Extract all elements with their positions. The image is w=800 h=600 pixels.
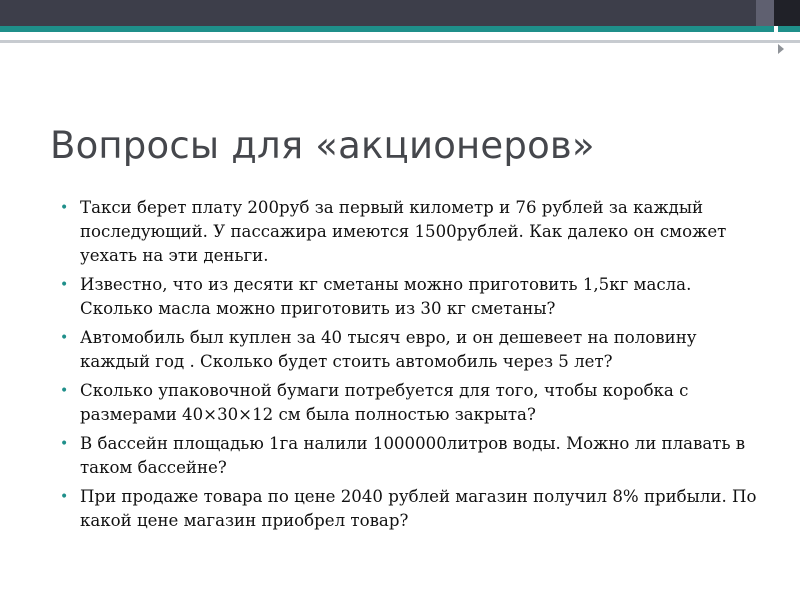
corner-accent-light bbox=[756, 0, 774, 26]
corner-accent bbox=[756, 0, 800, 32]
question-text: В бассейн площадью 1га налили 1000000литров воды. Можно ли плавать в таком бассейне? bbox=[80, 434, 746, 477]
bullet-icon: • bbox=[60, 436, 69, 452]
corner-gap bbox=[774, 26, 778, 32]
bullet-icon: • bbox=[60, 330, 69, 346]
list-item bbox=[60, 326, 760, 374]
bullet-icon: • bbox=[60, 200, 69, 216]
list-item bbox=[60, 273, 760, 321]
slide-title: Вопросы для «акционеров» bbox=[50, 124, 595, 167]
list-item bbox=[60, 432, 760, 480]
corner-accent-dark bbox=[774, 0, 800, 26]
question-text: Известно, что из десяти кг сметаны можно приготовить 1,5кг масла. Сколько масла можно приготовить из 30 кг сметаны? bbox=[80, 275, 692, 318]
question-list bbox=[60, 196, 760, 538]
list-item bbox=[60, 485, 760, 533]
question-text: Сколько упаковочной бумаги потребуется для того, чтобы коробка с размерами 40×30×12 см была полностью закрыта? bbox=[80, 381, 689, 424]
list-item bbox=[60, 379, 760, 427]
triangle-marker-icon bbox=[778, 44, 784, 54]
header-band bbox=[0, 0, 800, 26]
question-text: При продаже товара по цене 2040 рублей магазин получил 8% прибыли. По какой цене магазин приобрел товар? bbox=[80, 487, 757, 530]
bullet-icon: • bbox=[60, 277, 69, 293]
bullet-icon: • bbox=[60, 489, 69, 505]
list-item bbox=[60, 196, 760, 268]
accent-stripe bbox=[0, 26, 800, 32]
question-text: Такси берет плату 200руб за первый километр и 76 рублей за каждый последующий. У пассажира имеются 1500рублей. Как далеко он сможет уехать на эти деньги. bbox=[80, 198, 727, 265]
bullet-icon: • bbox=[60, 383, 69, 399]
divider-line bbox=[0, 40, 800, 43]
question-text: Автомобиль был куплен за 40 тысяч евро, и он дешевеет на половину каждый год . Сколько будет стоить автомобиль через 5 лет? bbox=[80, 328, 697, 371]
